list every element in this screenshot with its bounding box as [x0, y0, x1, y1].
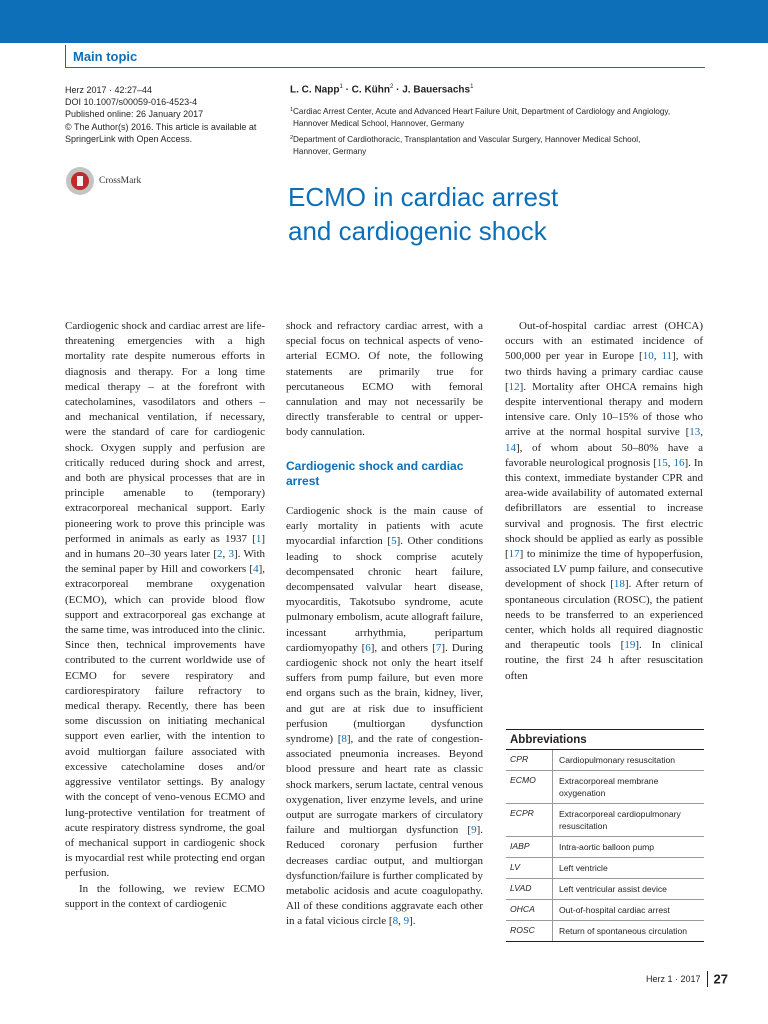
title-line-1: ECMO in cardiac arrest [288, 182, 559, 212]
topic-label-box [65, 45, 705, 68]
abbreviation-key: LVAD [506, 879, 553, 899]
citation-link[interactable]: 18 [613, 578, 625, 591]
paragraph: In the following, we review ECMO support in the context of cardiogenic [65, 882, 265, 910]
text-run: , [667, 456, 674, 469]
affiliation-1-line-2: Hannover Medical School, Hannover, Germany [293, 119, 465, 128]
text-run: Cardiogenic shock and cardiac arrest are life-threatening emergencies with a high mortality rate despite numerous efforts in diagnosis and therapy. For a long time medical therapy – at the forefront with catecholamines, vasodilators and others – and mechanical ventilation, if necessary, were the standard of care for cardiogenic shock. Oxygen supply and perfusion are critically reduced during shock and arrest, and both are physical processes that are in principle amenable to (temporary) extracorporeal mechanical support. Early pioneering work to prove this principle was performed in animals as early as 1937 [ [65, 320, 265, 545]
text-run: ]. Reduced coronary perfusion further decreases cardiac output, and multiorgan dysfunction/failure is further complicated by metabolic acidosis and acute coagulopathy. All of these conditions aggravate each other in a fatal vicious circle [ [286, 824, 483, 928]
citation-link[interactable]: 7 [435, 641, 442, 654]
abbreviations-box [506, 729, 704, 942]
abbreviation-value: Extracorporeal cardiopulmonary resuscitation [559, 809, 681, 831]
abbreviation-row [506, 858, 704, 879]
article-title [288, 180, 708, 248]
section-heading: Cardiogenic shock and cardiac arrest [286, 459, 464, 488]
abbreviation-row [506, 771, 704, 804]
citation-link[interactable]: 15 [656, 456, 668, 469]
paragraph [286, 504, 483, 930]
abbreviation-key: LV [506, 858, 553, 878]
text-run: ]. After return of spontaneous circulation (ROSC), the patient needs to be transferred to an experienced center, which holds all required diagnostic and therapeutic tools [ [505, 578, 703, 652]
main-topic-label: Main topic [73, 49, 138, 64]
footer-journal: Herz 1 · 2017 [646, 973, 701, 984]
paragraph [65, 319, 265, 882]
citation-link[interactable]: 2 [217, 548, 223, 561]
citation-link[interactable]: 9 [471, 824, 477, 837]
text-run: ]. During cardiogenic shock not only the heart itself suffers from pump failure, but even more end organs such as the brain, kidney, liver, and gut are at risk due to insufficient perfusion (multiorgan dysfunction syndrome) [ [286, 641, 484, 746]
citation-link[interactable]: 14 [505, 441, 516, 454]
text-run: ]. [409, 915, 416, 928]
abbreviation-value: Out-of-hospital cardiac arrest [559, 905, 670, 915]
published-date: Published online: 26 January 2017 [65, 109, 204, 120]
citation-link[interactable]: 13 [689, 426, 701, 439]
paragraph: shock and refractory cardiac arrest, with a special focus on technical aspects of veno-arterial ECMO. Of note, the following statements are primarily true for percutaneous ECMO with femoral cannulation and may not necessarily be directly transferable to central or upper-body cannulation. [286, 320, 483, 439]
citation-link[interactable]: 4 [253, 563, 259, 576]
copyright-line-1: © The Author(s) 2016. This article is available at [65, 121, 257, 132]
abbreviation-value: Intra-aortic balloon pump [559, 842, 655, 852]
footer-divider [707, 971, 708, 987]
author-3: · J. Bauersachs [396, 84, 471, 96]
text-run: Out-of-hospital cardiac arrest (OHCA) occurs with an estimated incidence of 500,000 per year in Europe [ [505, 320, 703, 363]
affiliation-2 [290, 134, 710, 158]
citation-link[interactable]: 6 [365, 641, 371, 654]
text-run: ], extracorporeal membrane oxygenation (ECMO), which can provide blood flow support and extracorporeal gas exchange at the same time, was introduced into the clinic. Since then, technical improvements have contributed to the current worldwide use of ECMO for severe respiratory and cardiorespiratory failure refractory to medical therapy. Recently, there has been some discussion on initiating mechanical support even earlier, with the intention to avoid multiorgan failure associated with excessive catecholamine doses and/or aggressive ventilator settings. By analogy with the concept of veno-venous ECMO and lung-protective ventilation for treatment of acute respiratory distress syndrome, the goal of mechanical support in cardiogenic shock is myocardial rest while protecting end organ perfusion. [65, 563, 265, 880]
text-run: ], and the rate of congestion-associated pneumonia increases. Beyond blood pressure and heart rate as classic shock markers, serum lactate, central venous oxygenation, liver enzyme levels, and urine output are surrogate markers of circulatory failure and multiorgan dysfunction [ [286, 733, 484, 837]
body-column-2-top [286, 319, 483, 441]
abbreviation-value: Left ventricular assist device [559, 884, 667, 894]
abbreviation-row [506, 900, 704, 921]
body-column-3 [505, 319, 703, 684]
author-1: L. C. Napp [290, 84, 340, 96]
citation-link[interactable]: 1 [255, 532, 262, 545]
abbreviation-key: ECMO [506, 771, 553, 803]
author-list [290, 84, 473, 95]
abbreviation-row [506, 879, 704, 900]
abbreviation-key: IABP [506, 837, 553, 857]
crossmark-label: CrossMark [99, 176, 142, 186]
text-run: ] and in humans 20–30 years later [ [65, 532, 265, 561]
abbreviation-key: CPR [506, 750, 553, 770]
abbreviation-value: Cardiopulmonary resuscitation [559, 755, 676, 765]
text-run: ] to minimize the time of hypoperfusion, associated LV pump failure, and consecutive development of shock [ [505, 548, 703, 591]
abbreviation-value: Return of spontaneous circulation [559, 926, 688, 936]
copyright-line-2: SpringerLink with Open Access. [65, 133, 193, 144]
text-run: , [700, 426, 703, 439]
citation-link[interactable]: 11 [661, 350, 673, 363]
abbreviation-row [506, 804, 704, 837]
citation-link[interactable]: 19 [624, 639, 636, 652]
abbreviation-key: OHCA [506, 900, 553, 920]
affiliation-1 [290, 106, 710, 130]
text-run: ], and others [ [370, 641, 436, 654]
affiliation-1-line-1: Cardiac Arrest Center, Acute and Advanced Heart Failure Unit, Department of Cardiology and Angiology, [293, 107, 671, 116]
abbreviation-row [506, 837, 704, 858]
text-run: , [398, 915, 404, 928]
body-column-2-bottom [286, 504, 483, 930]
journal-header-bar [0, 0, 768, 43]
text-run: ]. With the seminal paper by Hill and coworkers [ [65, 548, 266, 576]
abbreviation-key: ECPR [506, 804, 553, 836]
text-run: ]. In this context, immediate bystander CPR and area-wide availability of automated external defibrillators are essential to increase survival and prognosis. The first electric shock should be applied as early as possible [ [505, 456, 704, 561]
citation-link[interactable]: 8 [341, 733, 347, 746]
crossmark-icon-bar [77, 176, 83, 186]
title-line-2: and cardiogenic shock [288, 216, 547, 246]
citation-link[interactable]: 3 [228, 548, 234, 561]
page-number: 27 [713, 971, 728, 987]
crossmark-badge[interactable] [66, 167, 206, 199]
abbreviation-row [506, 750, 704, 771]
text-run: , [222, 548, 229, 561]
abbreviation-row [506, 921, 704, 941]
affiliation-1-number: 1 [290, 107, 294, 113]
citation-link[interactable]: 12 [508, 380, 520, 393]
affiliation-2-line-2: Hannover, Germany [293, 147, 367, 156]
citation: Herz 2017 · 42:27–44 [65, 85, 153, 95]
citation-link[interactable]: 17 [508, 548, 520, 561]
affiliation-2-number: 2 [290, 135, 294, 141]
topic-rule [65, 45, 66, 67]
affiliation-2-line-1: Department of Cardiothoracic, Transplantation and Vascular Surgery, Hannover Medical School, [293, 135, 641, 144]
abbreviation-value: Left ventricle [559, 863, 608, 873]
crossmark-icon [66, 167, 94, 195]
author-1-affil: 1 [339, 84, 343, 90]
doi[interactable]: DOI 10.1007/s00059-016-4523-4 [65, 97, 198, 108]
body-column-1 [65, 319, 265, 912]
text-run: ], of whom about 50–80% have a favorable neurological prognosis [ [505, 441, 703, 469]
text-run: ]. In clinical routine, the first 24 h after resuscitation often [505, 639, 703, 682]
author-2-affil: 2 [390, 84, 394, 90]
text-run: ]. Other conditions leading to shock comprise acutely decompensated chronic heart failure, decompensated valvular heart disease, myocarditis, Takotsubo syndrome, acute pulmonary embolism, acute allograft failure, incessant arrhythmia, peripartum cardiomyopathy [ [286, 535, 484, 654]
text-run: ]. Mortality after OHCA remains high despite interventional therapy and modern intensive care. Only 10–15% of those who arrive at the normal hospital survive [ [505, 380, 703, 439]
abbreviation-value: Extracorporeal membrane oxygenation [559, 776, 659, 798]
article-meta [65, 84, 280, 145]
citation-link[interactable]: 5 [391, 535, 397, 548]
text-run: Cardiogenic shock is the main cause of early mortality in patients with acute myocardial infarction [ [286, 505, 483, 548]
citation-link[interactable]: 10 [642, 350, 654, 363]
paragraph [505, 319, 703, 684]
abbreviations-title: Abbreviations [506, 730, 704, 750]
text-run: ], with two thirds having a primary cardiac cause [ [505, 350, 703, 393]
author-3-affil: 1 [470, 84, 474, 90]
page-footer [646, 970, 728, 988]
abbreviations-rows [506, 750, 704, 941]
text-run: , [653, 350, 662, 363]
citation-link[interactable]: 9 [403, 915, 410, 928]
author-2: · C. Kühn [345, 84, 391, 96]
citation-link[interactable]: 8 [392, 915, 399, 928]
citation-link[interactable]: 16 [673, 456, 685, 469]
abbreviation-key: ROSC [506, 921, 553, 941]
